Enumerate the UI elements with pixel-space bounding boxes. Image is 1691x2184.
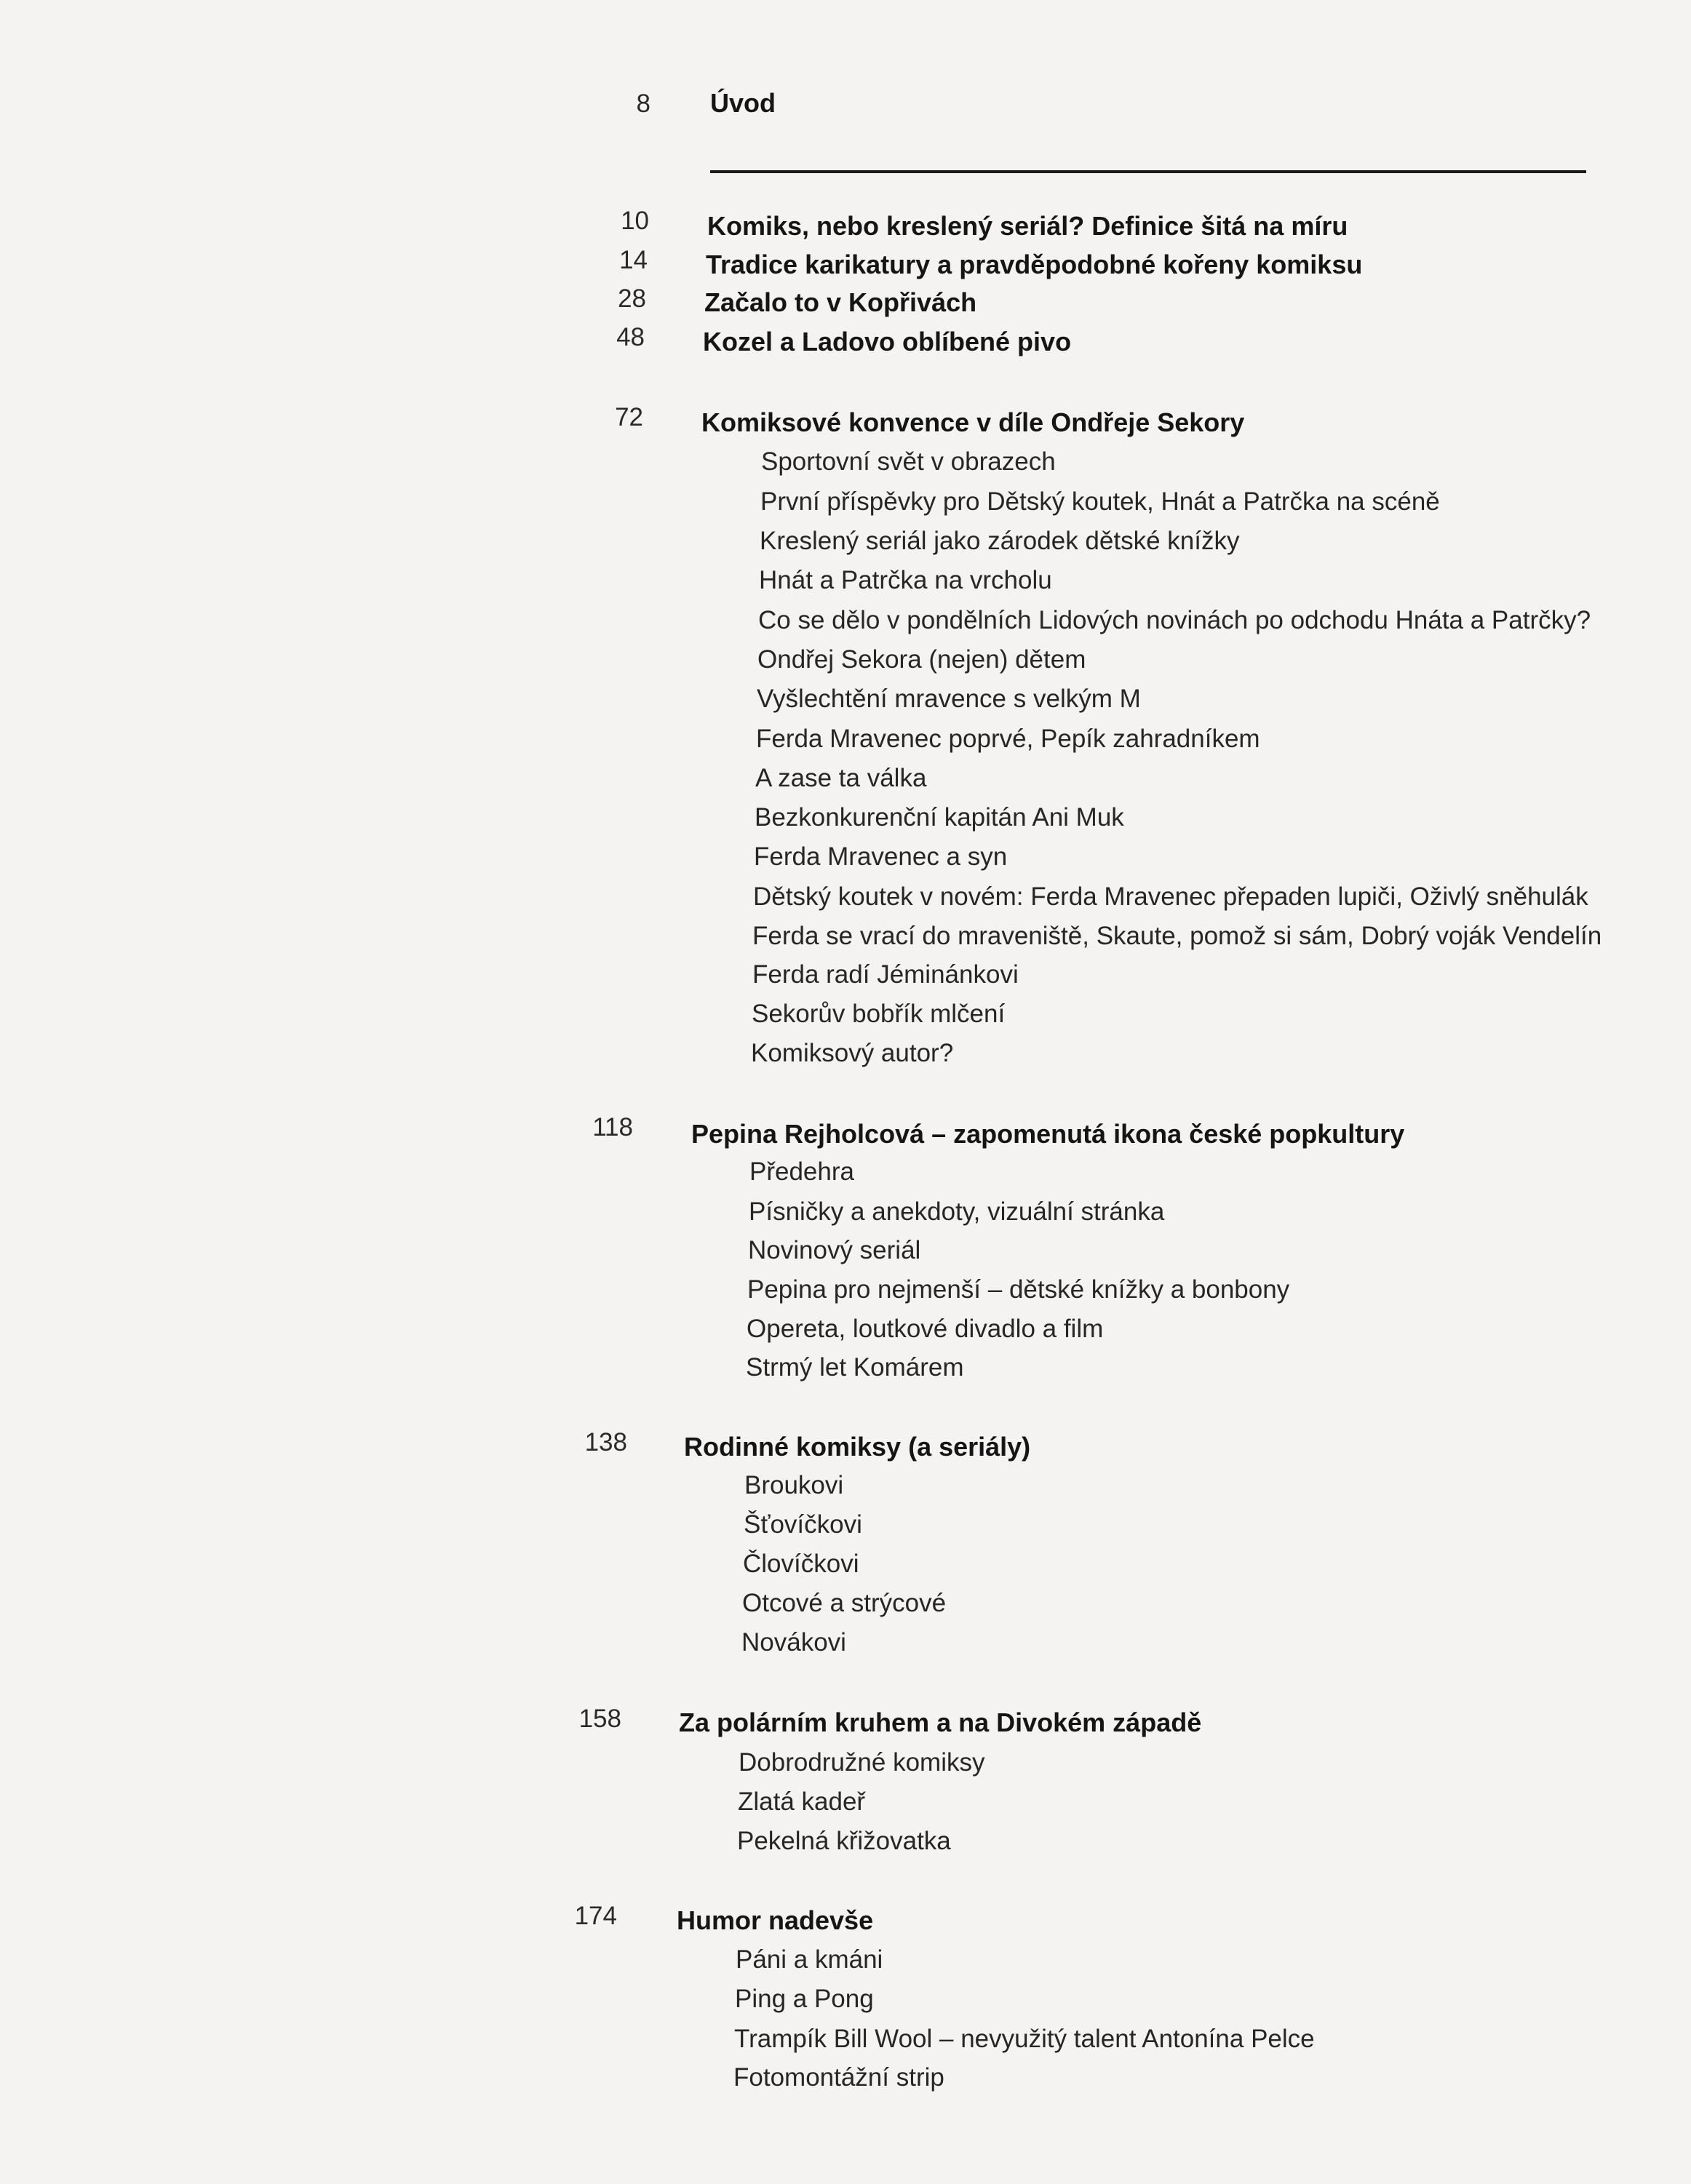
toc-section-title: Za polárním kruhem a na Divokém západě [679, 1707, 1202, 1737]
toc-entry-title: Komiks, nebo kreslený seriál? Definice šitá na míru [707, 211, 1348, 241]
toc-page-number: 28 [618, 284, 646, 313]
toc-subentry: Trampík Bill Wool – nevyužitý talent Antonína Pelce [734, 2025, 1315, 2053]
toc-page-number: 138 [584, 1428, 627, 1456]
toc-subentry: Ferda Mravenec poprvé, Pepík zahradníkem [756, 725, 1260, 753]
toc-subentry: Písničky a anekdoty, vizuální stránka [749, 1197, 1165, 1226]
toc-subentry: Sekorův bobřík mlčení [752, 1000, 1006, 1028]
toc-subentry: Dobrodružné komiksy [739, 1748, 985, 1777]
toc-entry-title: Začalo to v Kopřivách [704, 287, 977, 317]
toc-subentry: Kreslený seriál jako zárodek dětské knížky [760, 527, 1240, 555]
toc-subentry: První příspěvky pro Dětský koutek, Hnát a Patrčka na scéně [760, 487, 1440, 516]
toc-subentry: Novinový seriál [748, 1236, 921, 1264]
toc-subentry: Fotomontážní strip [733, 2063, 944, 2092]
toc-subentry: Ferda Mravenec a syn [754, 842, 1008, 871]
toc-page-number: 10 [621, 207, 649, 235]
toc-subentry: Dětský koutek v novém: Ferda Mravenec přepaden lupiči, Oživlý sněhulák [753, 882, 1588, 911]
toc-subentry: Sportovní svět v obrazech [761, 447, 1056, 476]
toc-section-title: Rodinné komiksy (a seriály) [684, 1432, 1031, 1462]
toc-subentry: Vyšlechtění mravence s velkým M [757, 685, 1141, 713]
toc-subentry: Opereta, loutkové divadlo a film [747, 1315, 1104, 1343]
toc-subentry: Zlatá kadeř [738, 1788, 866, 1816]
divider-rule [710, 170, 1586, 173]
toc-section-title: Pepina Rejholcová – zapomenutá ikona české popkultury [691, 1119, 1405, 1149]
toc-subentry: Ondřej Sekora (nejen) dětem [757, 645, 1086, 674]
toc-subentry: Šťovíčkovi [744, 1510, 862, 1539]
toc-page-number: 48 [616, 323, 645, 351]
toc-subentry: Ferda radí Jéminánkovi [752, 960, 1019, 989]
toc-subentry: Broukovi [744, 1471, 844, 1499]
toc-subentry: Bezkonkurenční kapitán Ani Muk [755, 803, 1124, 832]
toc-page-number: 158 [578, 1705, 621, 1733]
toc-subentry: Pekelná křižovatka [737, 1827, 951, 1855]
toc-subentry: Otcové a strýcové [742, 1589, 947, 1617]
toc-subentry: Ferda se vrací do mraveniště, Skaute, pomož si sám, Dobrý voják Vendelín [752, 922, 1602, 950]
toc-subentry: Strmý let Komárem [746, 1353, 964, 1382]
toc-subentry: Co se dělo v pondělních Lidových novinách po odchodu Hnáta a Patrčky? [758, 606, 1591, 634]
toc-subentry: Ping a Pong [735, 1985, 874, 2013]
toc-subentry: Novákovi [741, 1628, 846, 1657]
toc-page-number: 14 [619, 246, 648, 274]
toc-subentry: Hnát a Patrčka na vrcholu [759, 566, 1052, 594]
toc-subentry: Pepina pro nejmenší – dětské knížky a bonbony [747, 1275, 1290, 1304]
toc-entry-title: Úvod [710, 88, 776, 118]
toc-subentry: Človíčkovi [743, 1550, 859, 1578]
toc-page-number: 174 [574, 1902, 617, 1930]
toc-page-number: 8 [636, 89, 650, 118]
toc-section-title: Humor nadevše [677, 1905, 874, 1935]
toc-subentry: Páni a kmáni [736, 1945, 883, 1974]
toc-page-number: 118 [592, 1113, 633, 1141]
toc-subentry: Komiksový autor? [751, 1039, 954, 1067]
toc-subentry: A zase ta válka [755, 764, 927, 792]
toc-entry-title: Tradice karikatury a pravděpodobné kořeny komiksu [706, 250, 1363, 279]
toc-entry-title: Kozel a Ladovo oblíbené pivo [703, 327, 1072, 356]
toc-page-number: 72 [615, 403, 643, 431]
toc-subentry: Předehra [749, 1157, 854, 1186]
toc-section-title: Komiksové konvence v díle Ondřeje Sekory [701, 407, 1245, 437]
